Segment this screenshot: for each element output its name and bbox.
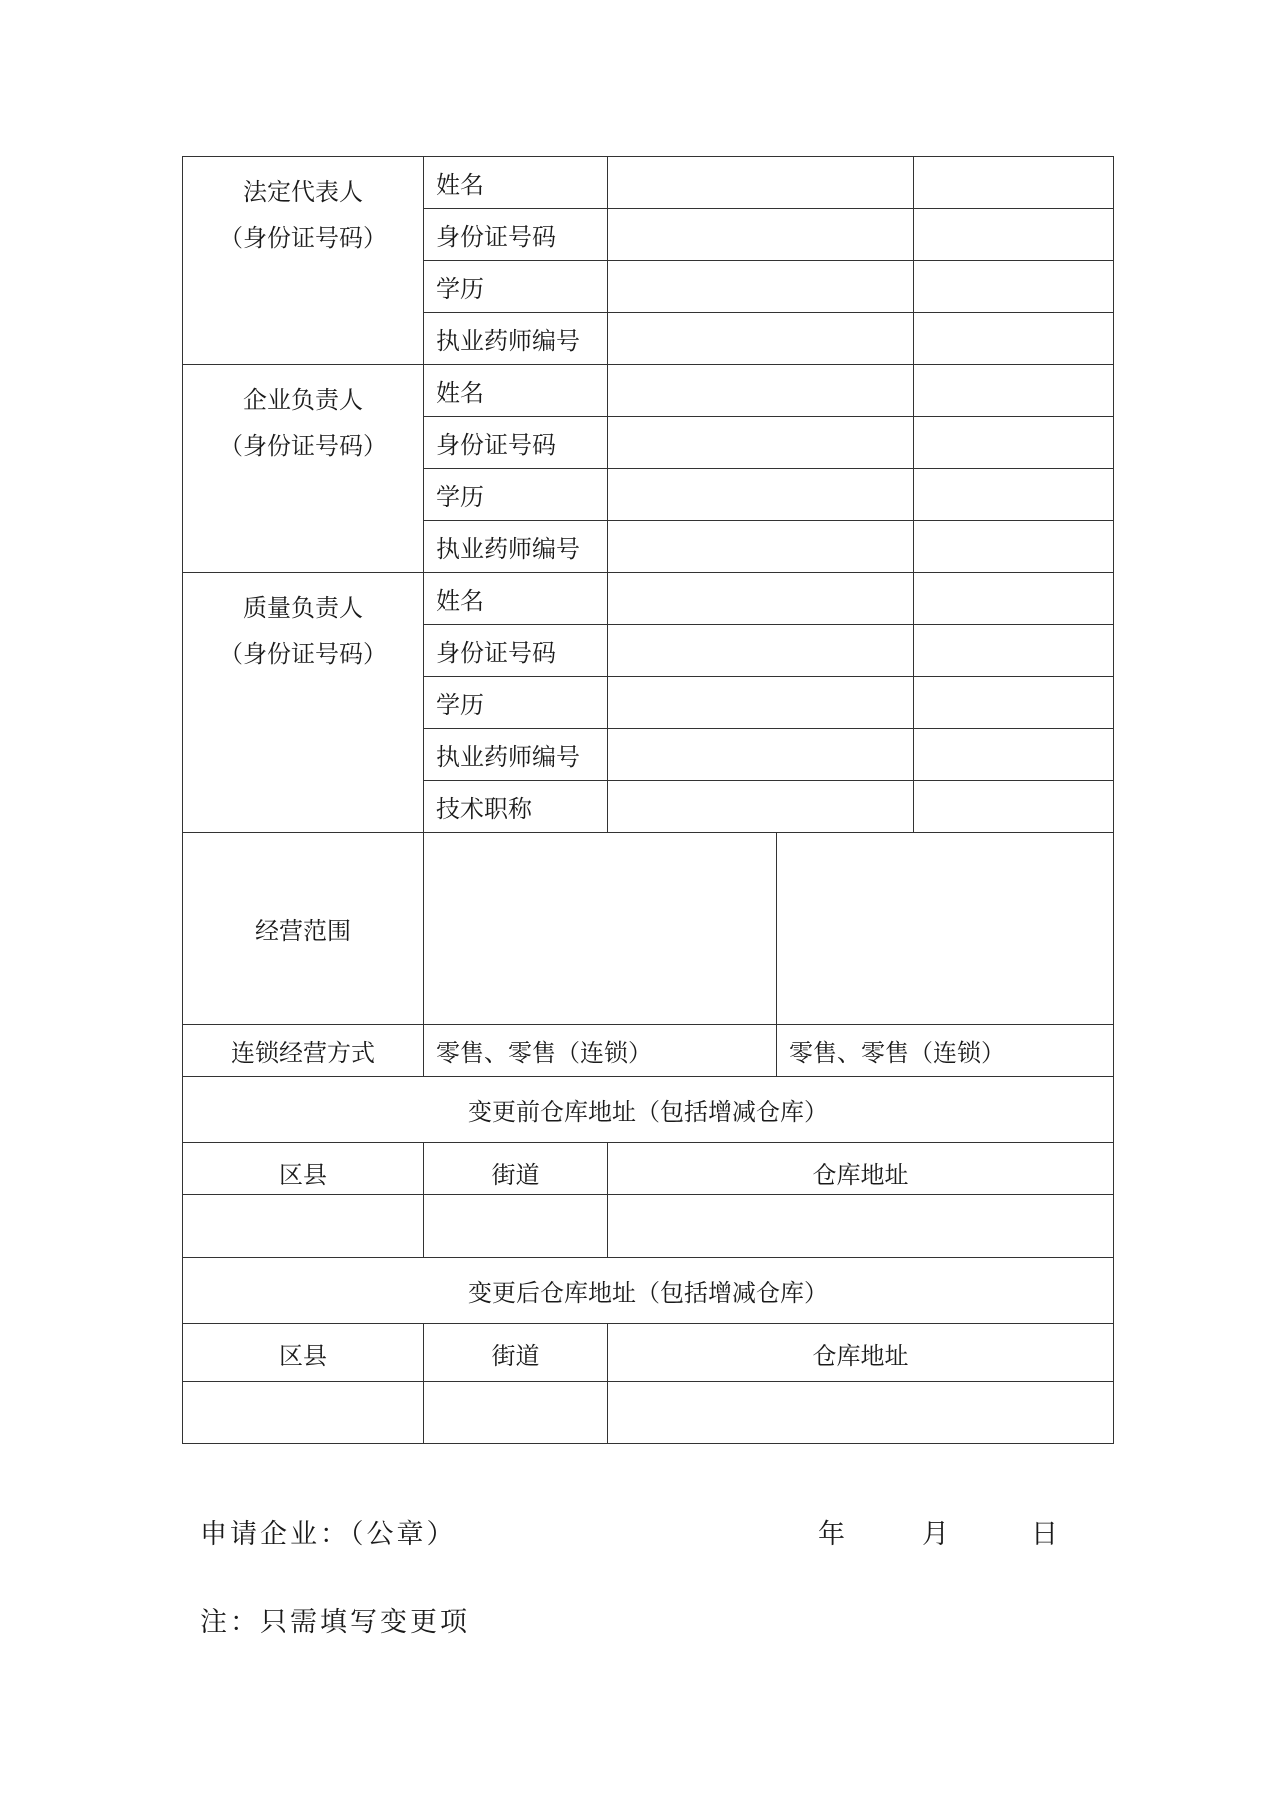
field-value-before[interactable] bbox=[608, 521, 914, 573]
field-label: 姓名 bbox=[424, 157, 608, 209]
legal-rep-title: 法定代表人 bbox=[243, 178, 363, 206]
chain-mode-before: 零售、零售（连锁） bbox=[424, 1025, 777, 1077]
warehouse-after-street-cell[interactable] bbox=[424, 1382, 608, 1444]
legal-rep-header bbox=[183, 157, 424, 365]
field-value-after[interactable] bbox=[914, 261, 1114, 313]
warehouse-before-street-cell[interactable] bbox=[424, 1195, 608, 1258]
field-label: 学历 bbox=[424, 677, 608, 729]
warehouse-before-district-cell[interactable] bbox=[183, 1195, 424, 1258]
field-label: 学历 bbox=[424, 469, 608, 521]
field-value-after[interactable] bbox=[914, 521, 1114, 573]
field-label: 身份证号码 bbox=[424, 417, 608, 469]
field-label: 身份证号码 bbox=[424, 625, 608, 677]
field-value-after[interactable] bbox=[914, 677, 1114, 729]
field-value-before[interactable] bbox=[608, 261, 914, 313]
field-label: 技术职称 bbox=[424, 781, 608, 833]
field-value-before[interactable] bbox=[608, 625, 914, 677]
warehouse-after-header-street: 街道 bbox=[424, 1324, 608, 1382]
warehouse-before-header-street: 街道 bbox=[424, 1143, 608, 1195]
business-scope-after[interactable] bbox=[777, 833, 1114, 1025]
field-value-after[interactable] bbox=[914, 469, 1114, 521]
warehouse-after-title: 变更后仓库地址（包括增减仓库） bbox=[183, 1258, 1114, 1324]
field-value-after[interactable] bbox=[914, 157, 1114, 209]
field-value-after[interactable] bbox=[914, 729, 1114, 781]
warehouse-before-header-district: 区县 bbox=[183, 1143, 424, 1195]
chain-mode-after: 零售、零售（连锁） bbox=[777, 1025, 1114, 1077]
field-label: 执业药师编号 bbox=[424, 729, 608, 781]
warehouse-after-address-cell[interactable] bbox=[608, 1382, 1114, 1444]
enterprise-head-subtitle: （身份证号码） bbox=[219, 432, 387, 460]
field-value-after[interactable] bbox=[914, 209, 1114, 261]
field-value-after[interactable] bbox=[914, 573, 1114, 625]
field-label: 学历 bbox=[424, 261, 608, 313]
field-value-before[interactable] bbox=[608, 365, 914, 417]
field-value-before[interactable] bbox=[608, 313, 914, 365]
field-value-before[interactable] bbox=[608, 781, 914, 833]
field-label: 姓名 bbox=[424, 365, 608, 417]
warehouse-before-title: 变更前仓库地址（包括增减仓库） bbox=[183, 1077, 1114, 1143]
business-scope-label: 经营范围 bbox=[183, 833, 424, 1025]
field-value-after[interactable] bbox=[914, 781, 1114, 833]
quality-head-header bbox=[183, 573, 424, 833]
field-value-before[interactable] bbox=[608, 209, 914, 261]
date-day-label: 日 bbox=[1031, 1519, 1061, 1550]
warehouse-after-district-cell[interactable] bbox=[183, 1382, 424, 1444]
date-year-label: 年 bbox=[818, 1519, 848, 1550]
enterprise-head-header bbox=[183, 365, 424, 573]
field-value-before[interactable] bbox=[608, 417, 914, 469]
business-scope-before[interactable] bbox=[424, 833, 777, 1025]
warehouse-before-header-address: 仓库地址 bbox=[608, 1143, 1114, 1195]
field-label: 身份证号码 bbox=[424, 209, 608, 261]
field-value-after[interactable] bbox=[914, 625, 1114, 677]
field-value-before[interactable] bbox=[608, 157, 914, 209]
field-value-before[interactable] bbox=[608, 677, 914, 729]
field-value-after[interactable] bbox=[914, 365, 1114, 417]
warehouse-after-header-address: 仓库地址 bbox=[608, 1324, 1114, 1382]
quality-head-title: 质量负责人 bbox=[243, 594, 363, 622]
change-application-form bbox=[182, 156, 1114, 1444]
chain-mode-label: 连锁经营方式 bbox=[183, 1025, 424, 1077]
field-value-before[interactable] bbox=[608, 729, 914, 781]
enterprise-head-title: 企业负责人 bbox=[243, 386, 363, 414]
warehouse-before-address-cell[interactable] bbox=[608, 1195, 1114, 1258]
date-month-label: 月 bbox=[922, 1519, 952, 1550]
field-value-before[interactable] bbox=[608, 573, 914, 625]
field-label: 执业药师编号 bbox=[424, 521, 608, 573]
legal-rep-subtitle: （身份证号码） bbox=[219, 224, 387, 252]
field-value-before[interactable] bbox=[608, 469, 914, 521]
quality-head-subtitle: （身份证号码） bbox=[219, 640, 387, 668]
field-value-after[interactable] bbox=[914, 417, 1114, 469]
field-value-after[interactable] bbox=[914, 313, 1114, 365]
applicant-seal-label: 申请企业：（公章） bbox=[200, 1519, 457, 1550]
field-label: 执业药师编号 bbox=[424, 313, 608, 365]
note-text: 注：只需填写变更项 bbox=[200, 1607, 470, 1638]
warehouse-after-header-district: 区县 bbox=[183, 1324, 424, 1382]
field-label: 姓名 bbox=[424, 573, 608, 625]
